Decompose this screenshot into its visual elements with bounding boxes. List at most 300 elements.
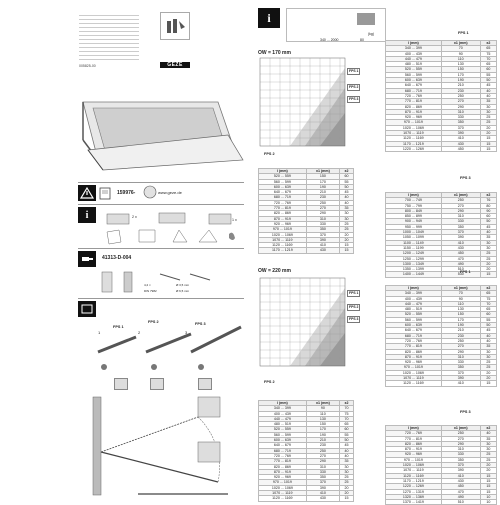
table-cell: 30 bbox=[480, 354, 496, 359]
table-cell: 430 bbox=[441, 141, 480, 146]
step-3: 3 bbox=[185, 330, 188, 335]
table-cell: 390 bbox=[306, 237, 339, 242]
table-cell: 330 bbox=[306, 469, 339, 474]
table-cell: 55 bbox=[480, 317, 496, 322]
table-cell: 25 bbox=[480, 365, 496, 370]
table-cell: 640 ... 679 bbox=[259, 443, 307, 448]
table-cell: 1220 ... 1269 bbox=[386, 146, 442, 151]
table-cell: 490 bbox=[441, 261, 480, 266]
table-cell: 600 ... 639 bbox=[259, 438, 307, 443]
table-cell: 30 bbox=[480, 240, 496, 245]
table-cell: 340 ... 399 bbox=[259, 406, 307, 411]
qty-2x: 2 x bbox=[132, 215, 137, 219]
table-cell: 1070 ... 1119 bbox=[259, 237, 307, 242]
table-cell: 1070 ... 1119 bbox=[386, 376, 442, 381]
table-cell: 75 bbox=[340, 411, 354, 416]
table-cell: 15 bbox=[480, 272, 496, 277]
table-cell: 40 bbox=[340, 200, 354, 205]
table-row bbox=[386, 500, 497, 505]
step-1: 1 bbox=[98, 330, 101, 335]
table-cell: 1120 ... 1169 bbox=[259, 496, 307, 501]
table-cell: 130 bbox=[441, 62, 480, 67]
table-cell: 65 bbox=[340, 422, 354, 427]
table-cell: 35 bbox=[480, 99, 496, 104]
table-cell: 20 bbox=[480, 468, 496, 473]
table-cell: 40 bbox=[340, 448, 354, 453]
table-cell: 30 bbox=[340, 464, 354, 469]
tools-icon-box bbox=[78, 251, 96, 267]
table-cell: 640 ... 679 bbox=[386, 83, 442, 88]
table-cell: 370 bbox=[441, 230, 480, 235]
table-cell: 40 bbox=[480, 338, 496, 343]
table-cell: 45 bbox=[340, 443, 354, 448]
table-cell: 20 bbox=[340, 491, 354, 496]
table-cell: 440 ... 479 bbox=[386, 56, 442, 61]
table-cell: 290 bbox=[441, 208, 480, 213]
screw-standard: DIN 7982 bbox=[144, 289, 157, 293]
table-cell: 30 bbox=[480, 349, 496, 354]
table-cell: 560 ... 599 bbox=[386, 317, 442, 322]
table-cell: 76 bbox=[480, 198, 496, 203]
table-cell: 130 bbox=[306, 416, 339, 421]
table-cell: 390 bbox=[441, 131, 480, 136]
table-cell: 370 bbox=[306, 480, 339, 485]
table-cell: 1250 ... 1299 bbox=[386, 256, 442, 261]
table-cell: 1270 ... 1319 bbox=[386, 489, 442, 494]
table-cell: 330 bbox=[441, 115, 480, 120]
fps1-header-ow220: FPS 1 bbox=[460, 270, 471, 274]
brand-logo bbox=[160, 62, 190, 68]
table-cell: 20 bbox=[340, 232, 354, 237]
table-cell: 75 bbox=[480, 296, 496, 301]
table-cell: 310 bbox=[306, 216, 339, 221]
installation-icon-box bbox=[160, 12, 190, 40]
table-cell: 210 bbox=[441, 328, 480, 333]
table-cell: 25 bbox=[340, 221, 354, 226]
table-header-cell: x1 (mm) bbox=[441, 426, 480, 431]
table-cell: 820 ... 869 bbox=[386, 441, 442, 446]
table-cell: 40 bbox=[480, 333, 496, 338]
table-fps1-ow220 bbox=[385, 285, 497, 387]
table-cell: 520 ... 559 bbox=[386, 67, 442, 72]
table-row bbox=[386, 272, 497, 277]
table-cell: 1020 ... 1069 bbox=[386, 125, 442, 130]
table-cell: 1120 ... 1169 bbox=[386, 381, 442, 386]
table-cell: 210 bbox=[306, 190, 339, 195]
table-cell: 130 bbox=[441, 307, 480, 312]
ow170-chart bbox=[260, 58, 345, 146]
table-cell: 290 bbox=[306, 459, 339, 464]
table-fps3-ow220 bbox=[385, 425, 497, 505]
table-header-cell: l (mm) bbox=[386, 286, 442, 291]
table-cell: 920 ... 969 bbox=[386, 452, 442, 457]
table-cell: 20 bbox=[480, 370, 496, 375]
table-cell: 400 ... 439 bbox=[259, 411, 307, 416]
table-cell: 340 ... 399 bbox=[386, 291, 442, 296]
table-cell: 25 bbox=[480, 360, 496, 365]
table-cell: 60 bbox=[340, 427, 354, 432]
table-cell: 15 bbox=[480, 473, 496, 478]
table-header-cell: l (mm) bbox=[259, 401, 307, 406]
table-fps1-ow170 bbox=[385, 40, 497, 152]
fps1-label: FPS 1 bbox=[113, 325, 124, 329]
divider-3 bbox=[78, 248, 244, 249]
manual-icon bbox=[99, 186, 113, 200]
table-cell: 870 ... 919 bbox=[259, 216, 307, 221]
table-cell: 90 bbox=[441, 51, 480, 56]
table-cell: 170 bbox=[306, 427, 339, 432]
table-cell: 55 bbox=[340, 432, 354, 437]
table-cell: 15 bbox=[480, 489, 496, 494]
opening-diagram bbox=[78, 392, 248, 497]
table-cell: 480 ... 519 bbox=[386, 62, 442, 67]
table-row bbox=[259, 496, 354, 501]
table-cell: 1070 ... 1119 bbox=[259, 491, 307, 496]
table-cell: 40 bbox=[480, 93, 496, 98]
fps1-tag-ow170: FPS 1 bbox=[349, 69, 359, 73]
table-cell: 60 bbox=[480, 67, 496, 72]
table-cell: 1000 ... 1049 bbox=[386, 230, 442, 235]
table-header-cell: x1 (mm) bbox=[306, 169, 339, 174]
table-cell: 170 bbox=[441, 72, 480, 77]
table-cell: 920 ... 969 bbox=[386, 360, 442, 365]
table-cell: 480 ... 519 bbox=[386, 307, 442, 312]
table-cell: 390 bbox=[441, 235, 480, 240]
table-cell: 1400 ... 1449 bbox=[386, 272, 442, 277]
table-cell: 110 bbox=[441, 301, 480, 306]
table-cell: 310 bbox=[441, 109, 480, 114]
ow170-title: OW = 170 mm bbox=[258, 50, 291, 56]
chain-drive-illustration bbox=[96, 312, 246, 382]
table-cell: 70 bbox=[480, 301, 496, 306]
fps2-label: FPS 2 bbox=[148, 320, 159, 324]
table-cell: 270 bbox=[306, 453, 339, 458]
table-cell: 70 bbox=[441, 46, 480, 51]
table-cell: 600 ... 639 bbox=[386, 323, 442, 328]
table-cell: 30 bbox=[340, 211, 354, 216]
screw-size-2: Ø 6,5 mm bbox=[176, 289, 190, 293]
table-cell: 700 ... 749 bbox=[386, 198, 442, 203]
skylight-illustration bbox=[78, 90, 248, 178]
table-header-cell: x2 bbox=[340, 169, 354, 174]
table-cell: 1300 ... 1349 bbox=[386, 261, 442, 266]
table-cell: 15 bbox=[480, 146, 496, 151]
table-cell: 50 bbox=[480, 219, 496, 224]
ow220-chart bbox=[260, 278, 345, 366]
table-header-cell: x2 bbox=[480, 41, 496, 46]
table-cell: 680 ... 719 bbox=[259, 448, 307, 453]
table-cell: 680 ... 719 bbox=[386, 333, 442, 338]
table-cell: 900 ... 949 bbox=[386, 219, 442, 224]
table-cell: 210 bbox=[306, 438, 339, 443]
info-icon-box: i bbox=[78, 207, 96, 223]
table-cell: 25 bbox=[480, 452, 496, 457]
table-cell: 40 bbox=[340, 453, 354, 458]
brand-text: GEZE bbox=[167, 62, 183, 68]
table-cell: 1100 ... 1149 bbox=[386, 240, 442, 245]
table-cell: 490 bbox=[441, 494, 480, 499]
drill-icon bbox=[80, 253, 94, 265]
table-cell: 310 bbox=[441, 354, 480, 359]
screw-size-1: Ø 3,5 mm bbox=[176, 283, 190, 287]
table-header-cell: x1 (mm) bbox=[306, 401, 339, 406]
table-cell: 470 bbox=[441, 256, 480, 261]
table-header-cell: x1 (mm) bbox=[441, 41, 480, 46]
table-header-cell: x1 (mm) bbox=[441, 286, 480, 291]
fps2-header-ow170: FPS 2 bbox=[264, 152, 275, 156]
table-cell: 600 ... 639 bbox=[259, 184, 307, 189]
table-cell: 290 bbox=[441, 349, 480, 354]
table-cell: 250 bbox=[441, 431, 480, 436]
table-cell: 1020 ... 1069 bbox=[386, 370, 442, 375]
table-header-cell: l (mm) bbox=[386, 41, 442, 46]
right-page bbox=[250, 0, 500, 505]
table-cell: 970 ... 1019 bbox=[259, 227, 307, 232]
table-cell: 250 bbox=[306, 448, 339, 453]
table-cell: 720 ... 769 bbox=[386, 93, 442, 98]
table-cell: 870 ... 919 bbox=[386, 109, 442, 114]
table-cell: 90 bbox=[441, 296, 480, 301]
table-cell: 440 ... 479 bbox=[259, 416, 307, 421]
table-cell: 1170 ... 1219 bbox=[386, 478, 442, 483]
table-header-cell: l (mm) bbox=[386, 193, 442, 198]
assembly-icon-box bbox=[78, 301, 96, 317]
divider-2 bbox=[78, 204, 244, 205]
weight-info-box bbox=[286, 8, 386, 42]
table-cell: 820 ... 869 bbox=[386, 104, 442, 109]
fps3-tag-ow170: FPS 3 bbox=[349, 97, 359, 101]
table-cell: 370 bbox=[306, 232, 339, 237]
table-cell: 350 bbox=[441, 224, 480, 229]
table-cell: 520 ... 559 bbox=[386, 312, 442, 317]
table-cell: 720 ... 769 bbox=[386, 338, 442, 343]
fps3-header-ow170: FPS 3 bbox=[460, 176, 471, 180]
table-cell: 50 bbox=[480, 323, 496, 328]
table-cell: 150 bbox=[306, 174, 339, 179]
table-cell: 25 bbox=[340, 227, 354, 232]
table-cell: 330 bbox=[441, 219, 480, 224]
table-cell: 770 ... 819 bbox=[259, 459, 307, 464]
table-cell: 450 bbox=[441, 146, 480, 151]
table-cell: 820 ... 869 bbox=[386, 349, 442, 354]
table-cell: 25 bbox=[480, 120, 496, 125]
table-cell: 230 bbox=[441, 333, 480, 338]
table-cell: 150 bbox=[441, 67, 480, 72]
table-cell: 190 bbox=[441, 78, 480, 83]
step-2: 2 bbox=[138, 330, 141, 335]
table-header-cell: x2 bbox=[480, 193, 496, 198]
table-cell: 870 ... 919 bbox=[386, 447, 442, 452]
fps1-header-top: FPS 1 bbox=[458, 31, 469, 35]
table-cell: 60 bbox=[340, 174, 354, 179]
table-cell: 110 bbox=[441, 56, 480, 61]
table-cell: 350 bbox=[441, 120, 480, 125]
table-cell: 75 bbox=[480, 51, 496, 56]
table-cell: 15 bbox=[480, 136, 496, 141]
part-number: 41313-D-004 bbox=[102, 255, 132, 261]
fps3-tag-ow220: FPS 3 bbox=[349, 317, 359, 321]
drill-size: 4,2 × bbox=[144, 283, 151, 287]
table-cell: 970 ... 1019 bbox=[259, 480, 307, 485]
table-cell: 40 bbox=[480, 230, 496, 235]
kit-number: 159976- bbox=[117, 190, 136, 196]
divider-1 bbox=[78, 182, 244, 183]
table-cell: 1320 ... 1369 bbox=[386, 494, 442, 499]
table-cell: 520 ... 559 bbox=[259, 427, 307, 432]
table-cell: 1120 ... 1169 bbox=[386, 136, 442, 141]
table-cell: 920 ... 969 bbox=[386, 115, 442, 120]
table-cell: 70 bbox=[480, 56, 496, 61]
table-cell: 350 bbox=[306, 475, 339, 480]
table-cell: 40 bbox=[480, 431, 496, 436]
table-cell: 1070 ... 1119 bbox=[386, 468, 442, 473]
table-cell: 410 bbox=[441, 473, 480, 478]
table-cell: 90 bbox=[480, 208, 496, 213]
table-cell: 15 bbox=[480, 141, 496, 146]
table-cell: 50 bbox=[340, 184, 354, 189]
table-cell: 510 bbox=[441, 267, 480, 272]
table-cell: 170 bbox=[441, 317, 480, 322]
table-cell: 270 bbox=[441, 344, 480, 349]
table-cell: 65 bbox=[480, 307, 496, 312]
table-cell: 350 bbox=[441, 457, 480, 462]
info-icon-box-right: i bbox=[258, 8, 280, 28]
table-cell: 1170 ... 1219 bbox=[386, 141, 442, 146]
drill-illustration bbox=[100, 268, 240, 298]
table-header-cell: x2 bbox=[340, 401, 354, 406]
table-cell: 770 ... 819 bbox=[386, 99, 442, 104]
table-cell: 110 bbox=[306, 411, 339, 416]
table-header-cell: l (mm) bbox=[386, 426, 442, 431]
table-cell: 30 bbox=[480, 441, 496, 446]
table-cell: 15 bbox=[480, 478, 496, 483]
table-cell: 30 bbox=[340, 469, 354, 474]
title-lines bbox=[79, 12, 139, 60]
table-cell: 55 bbox=[340, 179, 354, 184]
table-cell: 1120 ... 1169 bbox=[259, 243, 307, 248]
table-cell: 70 bbox=[441, 291, 480, 296]
table-cell: 970 ... 1019 bbox=[386, 457, 442, 462]
table-cell: 560 ... 599 bbox=[386, 72, 442, 77]
table-cell: 680 ... 719 bbox=[386, 88, 442, 93]
table-cell: 1370 ... 1419 bbox=[386, 500, 442, 505]
table-cell: 390 bbox=[306, 485, 339, 490]
table-cell: 80 bbox=[480, 203, 496, 208]
table-cell: 530 bbox=[441, 272, 480, 277]
table-cell: 290 bbox=[441, 104, 480, 109]
table-cell: 400 ... 439 bbox=[386, 296, 442, 301]
divider-4 bbox=[78, 298, 244, 299]
table-cell: 750 ... 799 bbox=[386, 203, 442, 208]
table-cell: 150 bbox=[306, 422, 339, 427]
table-cell: 350 bbox=[306, 227, 339, 232]
table-cell: 25 bbox=[480, 256, 496, 261]
table-cell: 230 bbox=[306, 443, 339, 448]
mounting-detail-2 bbox=[150, 378, 164, 390]
table-cell: 30 bbox=[480, 245, 496, 250]
table-cell: 210 bbox=[441, 83, 480, 88]
table-cell: 65 bbox=[480, 46, 496, 51]
table-cell: 330 bbox=[306, 221, 339, 226]
table-cell: 20 bbox=[480, 125, 496, 130]
bracket-unit: (kg) bbox=[368, 32, 375, 36]
table-cell: 770 ... 819 bbox=[386, 436, 442, 441]
warning-icon bbox=[80, 187, 94, 199]
table-row bbox=[259, 248, 354, 253]
table-cell: 430 bbox=[306, 496, 339, 501]
table-cell: 430 bbox=[441, 478, 480, 483]
web-icon bbox=[143, 185, 157, 204]
table-cell: 270 bbox=[441, 203, 480, 208]
left-page bbox=[0, 0, 250, 500]
table-cell: 1200 ... 1249 bbox=[386, 251, 442, 256]
website-link[interactable]: www.geze.de bbox=[158, 190, 182, 195]
table-cell: 25 bbox=[340, 475, 354, 480]
table-cell: 90 bbox=[306, 406, 339, 411]
table-cell: 870 ... 919 bbox=[259, 469, 307, 474]
table-cell: 50 bbox=[340, 438, 354, 443]
table-cell: 25 bbox=[480, 115, 496, 120]
table-header-cell: x2 bbox=[480, 286, 496, 291]
table-cell: 920 ... 969 bbox=[259, 475, 307, 480]
table-cell: 50 bbox=[480, 78, 496, 83]
table-cell: 820 ... 869 bbox=[259, 211, 307, 216]
table-cell: 640 ... 679 bbox=[386, 328, 442, 333]
table-cell: 450 bbox=[441, 251, 480, 256]
fps1-tag-ow220: FPS 1 bbox=[349, 291, 359, 295]
table-cell: 510 bbox=[441, 500, 480, 505]
table-cell: 190 bbox=[306, 432, 339, 437]
table-cell: 1220 ... 1269 bbox=[386, 484, 442, 489]
table-cell: 40 bbox=[340, 195, 354, 200]
table-cell: 15 bbox=[480, 381, 496, 386]
table-cell: 920 ... 969 bbox=[259, 221, 307, 226]
table-cell: 470 bbox=[441, 489, 480, 494]
bracket-value: 80 bbox=[360, 38, 364, 42]
table-cell: 390 bbox=[441, 376, 480, 381]
table-cell: 30 bbox=[340, 216, 354, 221]
tool-icon bbox=[161, 13, 191, 41]
table-cell: 950 ... 999 bbox=[386, 224, 442, 229]
table-cell: 850 ... 899 bbox=[386, 214, 442, 219]
table-cell: 10 bbox=[480, 494, 496, 499]
table-cell: 370 bbox=[441, 125, 480, 130]
table-cell: 15 bbox=[340, 248, 354, 253]
table-cell: 520 ... 559 bbox=[259, 174, 307, 179]
fps3-label: FPS 3 bbox=[195, 322, 206, 326]
table-cell: 390 bbox=[441, 468, 480, 473]
table-cell: 25 bbox=[480, 457, 496, 462]
fps3-header-ow220: FPS 3 bbox=[460, 410, 471, 414]
table-cell: 370 bbox=[441, 463, 480, 468]
table-cell: 190 bbox=[441, 323, 480, 328]
table-header-cell: l (mm) bbox=[259, 169, 307, 174]
table-cell: 560 ... 599 bbox=[259, 179, 307, 184]
table-cell: 350 bbox=[441, 365, 480, 370]
table-cell: 450 bbox=[441, 484, 480, 489]
table-cell: 270 bbox=[306, 206, 339, 211]
table-cell: 410 bbox=[441, 240, 480, 245]
table-cell: 45 bbox=[480, 328, 496, 333]
table-cell: 430 bbox=[306, 248, 339, 253]
table-cell: 440 ... 479 bbox=[386, 301, 442, 306]
parts-illustration bbox=[99, 208, 244, 246]
table-cell: 20 bbox=[340, 237, 354, 242]
table-cell: 250 bbox=[441, 338, 480, 343]
table-header-cell: x2 bbox=[480, 426, 496, 431]
mounting-detail-3 bbox=[198, 378, 212, 390]
table-cell: 770 ... 819 bbox=[386, 344, 442, 349]
